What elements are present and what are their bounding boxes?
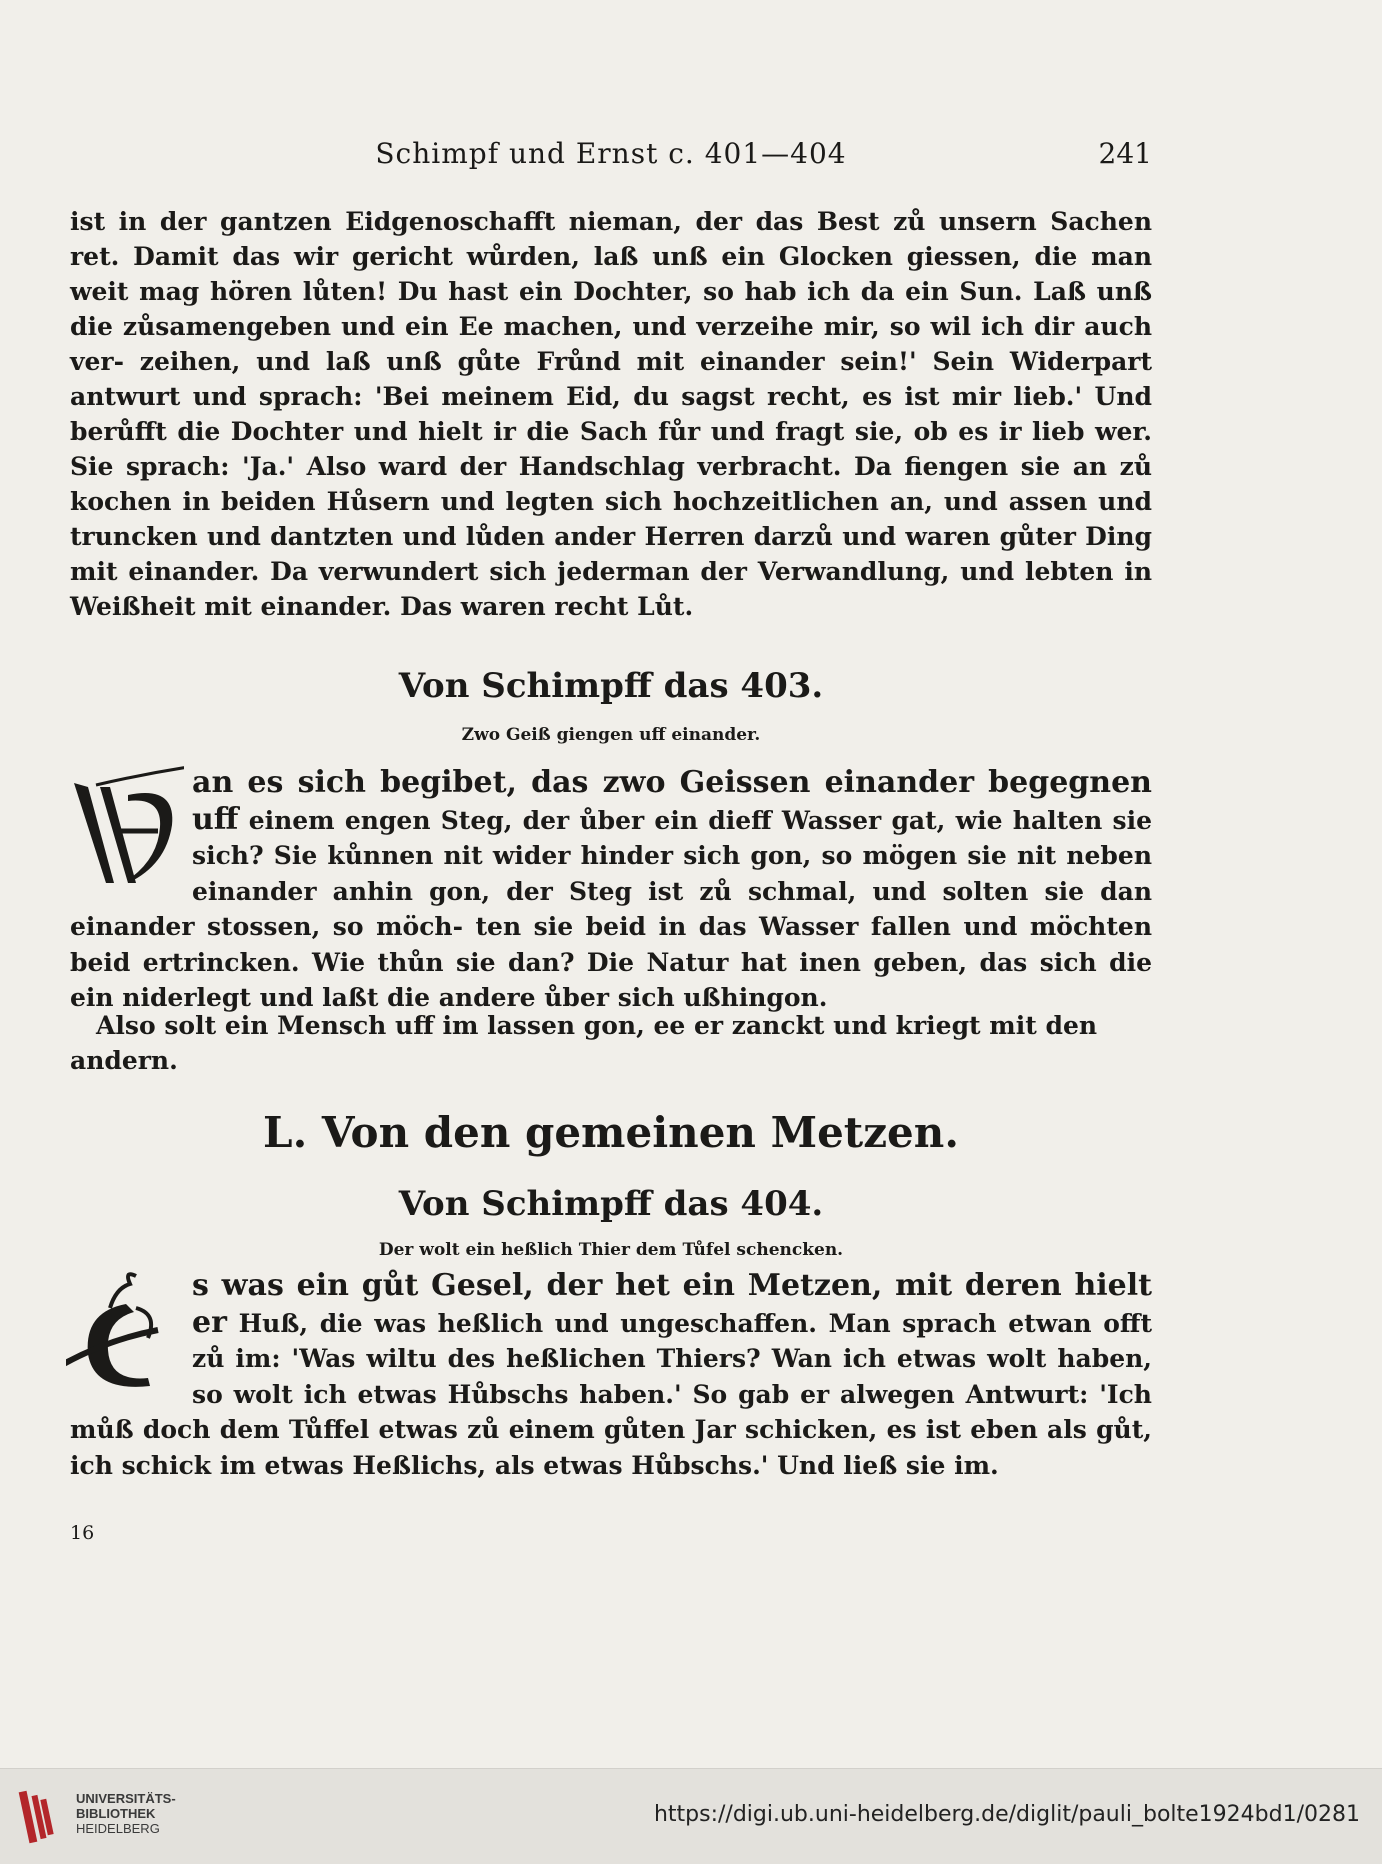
paragraph-continued: ist in der gantzen Eidgenoschafft nieman, der das Best zů unsern Sachen ret. Damit das wir gericht wůrden, laß unß ein Glocken giessen, die man weit mag hören lůten! Du hast ein Dochter, so hab ich da ein Sun. Laß unß die zůsamengeben und ein Ee machen, und verzeihe mir, so wil ich dir auch ver- zeihen, und laß unß gůte Frůnd mit einander sein!' Sein Widerpart antwurt und sprach: 'Bei meinem Eid, du sagst recht, es ist mir lieb.' Und berůfft die Dochter und hielt ir die Sach fůr und fragt sie, ob es ir lieb wer. Sie sprach: 'Ja.' Also ward der Handschlag verbracht. Da fiengen sie an zů kochen in beiden Hůsern und legten sich hochzeitlichen an, und assen und truncken und dantzten und lůden ander Herren darzů und waren gůter Ding mit einander. Da verwundert sich jederman der Verwandlung, und lebten in Weißheit mit einander. Das waren recht Lůt. xyxy=(70,207,1152,621)
story-404-text: Huß, die was heßlich und ungeschaffen. Man sprach etwan offt zů im: 'Was wiltu des heßlichen Thiers? Wan ich etwas wolt haben, so wolt ich etwas Hůbschs haben.' So gab er alwegen Antwurt: 'Ich můß doch dem Tůffel etwas zů einem gůten Jar schicken, es ist eben als gůt, ich schick im etwas Heßlichs, als etwas Hůbschs.' Und ließ sie im. xyxy=(70,1308,1152,1480)
running-head xyxy=(70,137,1152,177)
logo-line-1: UNIVERSITÄTS- xyxy=(76,1791,176,1806)
library-logo-icon xyxy=(14,1785,66,1849)
library-logo-text xyxy=(76,1791,176,1836)
chapter-heading: L. Von den gemeinen Metzen. xyxy=(263,1108,959,1157)
section-subheading-404: Der wolt ein heßlich Thier dem Tůfel schencken. xyxy=(378,1240,844,1260)
initial-e-glyph xyxy=(66,1268,184,1398)
story-404 xyxy=(70,1268,1152,1483)
section-heading-403: Von Schimpff das 403. xyxy=(398,666,824,706)
story-403-text: einem engen Steg, der ůber ein dieff Wasser gat, wie halten sie sich? Sie kůnnen nit wider hinder sich gon, so mögen sie nit neben einander anhin gon, der Steg ist zů schmal, und solten sie dan einander stossen, so möch- ten sie beid in das Wasser fallen und möchten beid ertrincken. Wie thůn sie dan? Die Natur hat inen geben, das sich die ein niderlegt und laßt die andere ůber sich ußhingon. xyxy=(70,805,1152,1012)
story-403-first-line: an es sich begibet, das zwo Geissen einander begegnen uff xyxy=(192,765,1152,837)
decorated-initial-w xyxy=(66,765,184,895)
running-title: Schimpf und Ernst c. 401—404 xyxy=(375,137,847,170)
permalink-url[interactable]: https://digi.ub.uni-heidelberg.de/diglit/pauli_bolte1924bd1/0281 xyxy=(653,1802,1360,1827)
signature-folio: 16 xyxy=(70,1522,95,1544)
page-number: 241 xyxy=(1098,137,1152,170)
logo-line-2: BIBLIOTHEK xyxy=(76,1806,156,1821)
section-heading-404: Von Schimpff das 404. xyxy=(398,1184,824,1224)
story-403-moral: Also solt ein Mensch uff im lassen gon, ee er zanckt und kriegt mit den andern. xyxy=(70,1011,1098,1075)
decorated-initial-e xyxy=(66,1268,184,1398)
viewer-footer xyxy=(0,1768,1382,1864)
story-403 xyxy=(70,765,1152,1016)
section-subheading-403: Zwo Geiß giengen uff einander. xyxy=(461,725,761,745)
logo-line-3: HEIDELBERG xyxy=(76,1821,160,1836)
initial-w-glyph xyxy=(66,765,184,895)
story-404-first-line: s was ein gůt Gesel, der het ein Metzen, mit deren hielt er xyxy=(192,1268,1152,1340)
